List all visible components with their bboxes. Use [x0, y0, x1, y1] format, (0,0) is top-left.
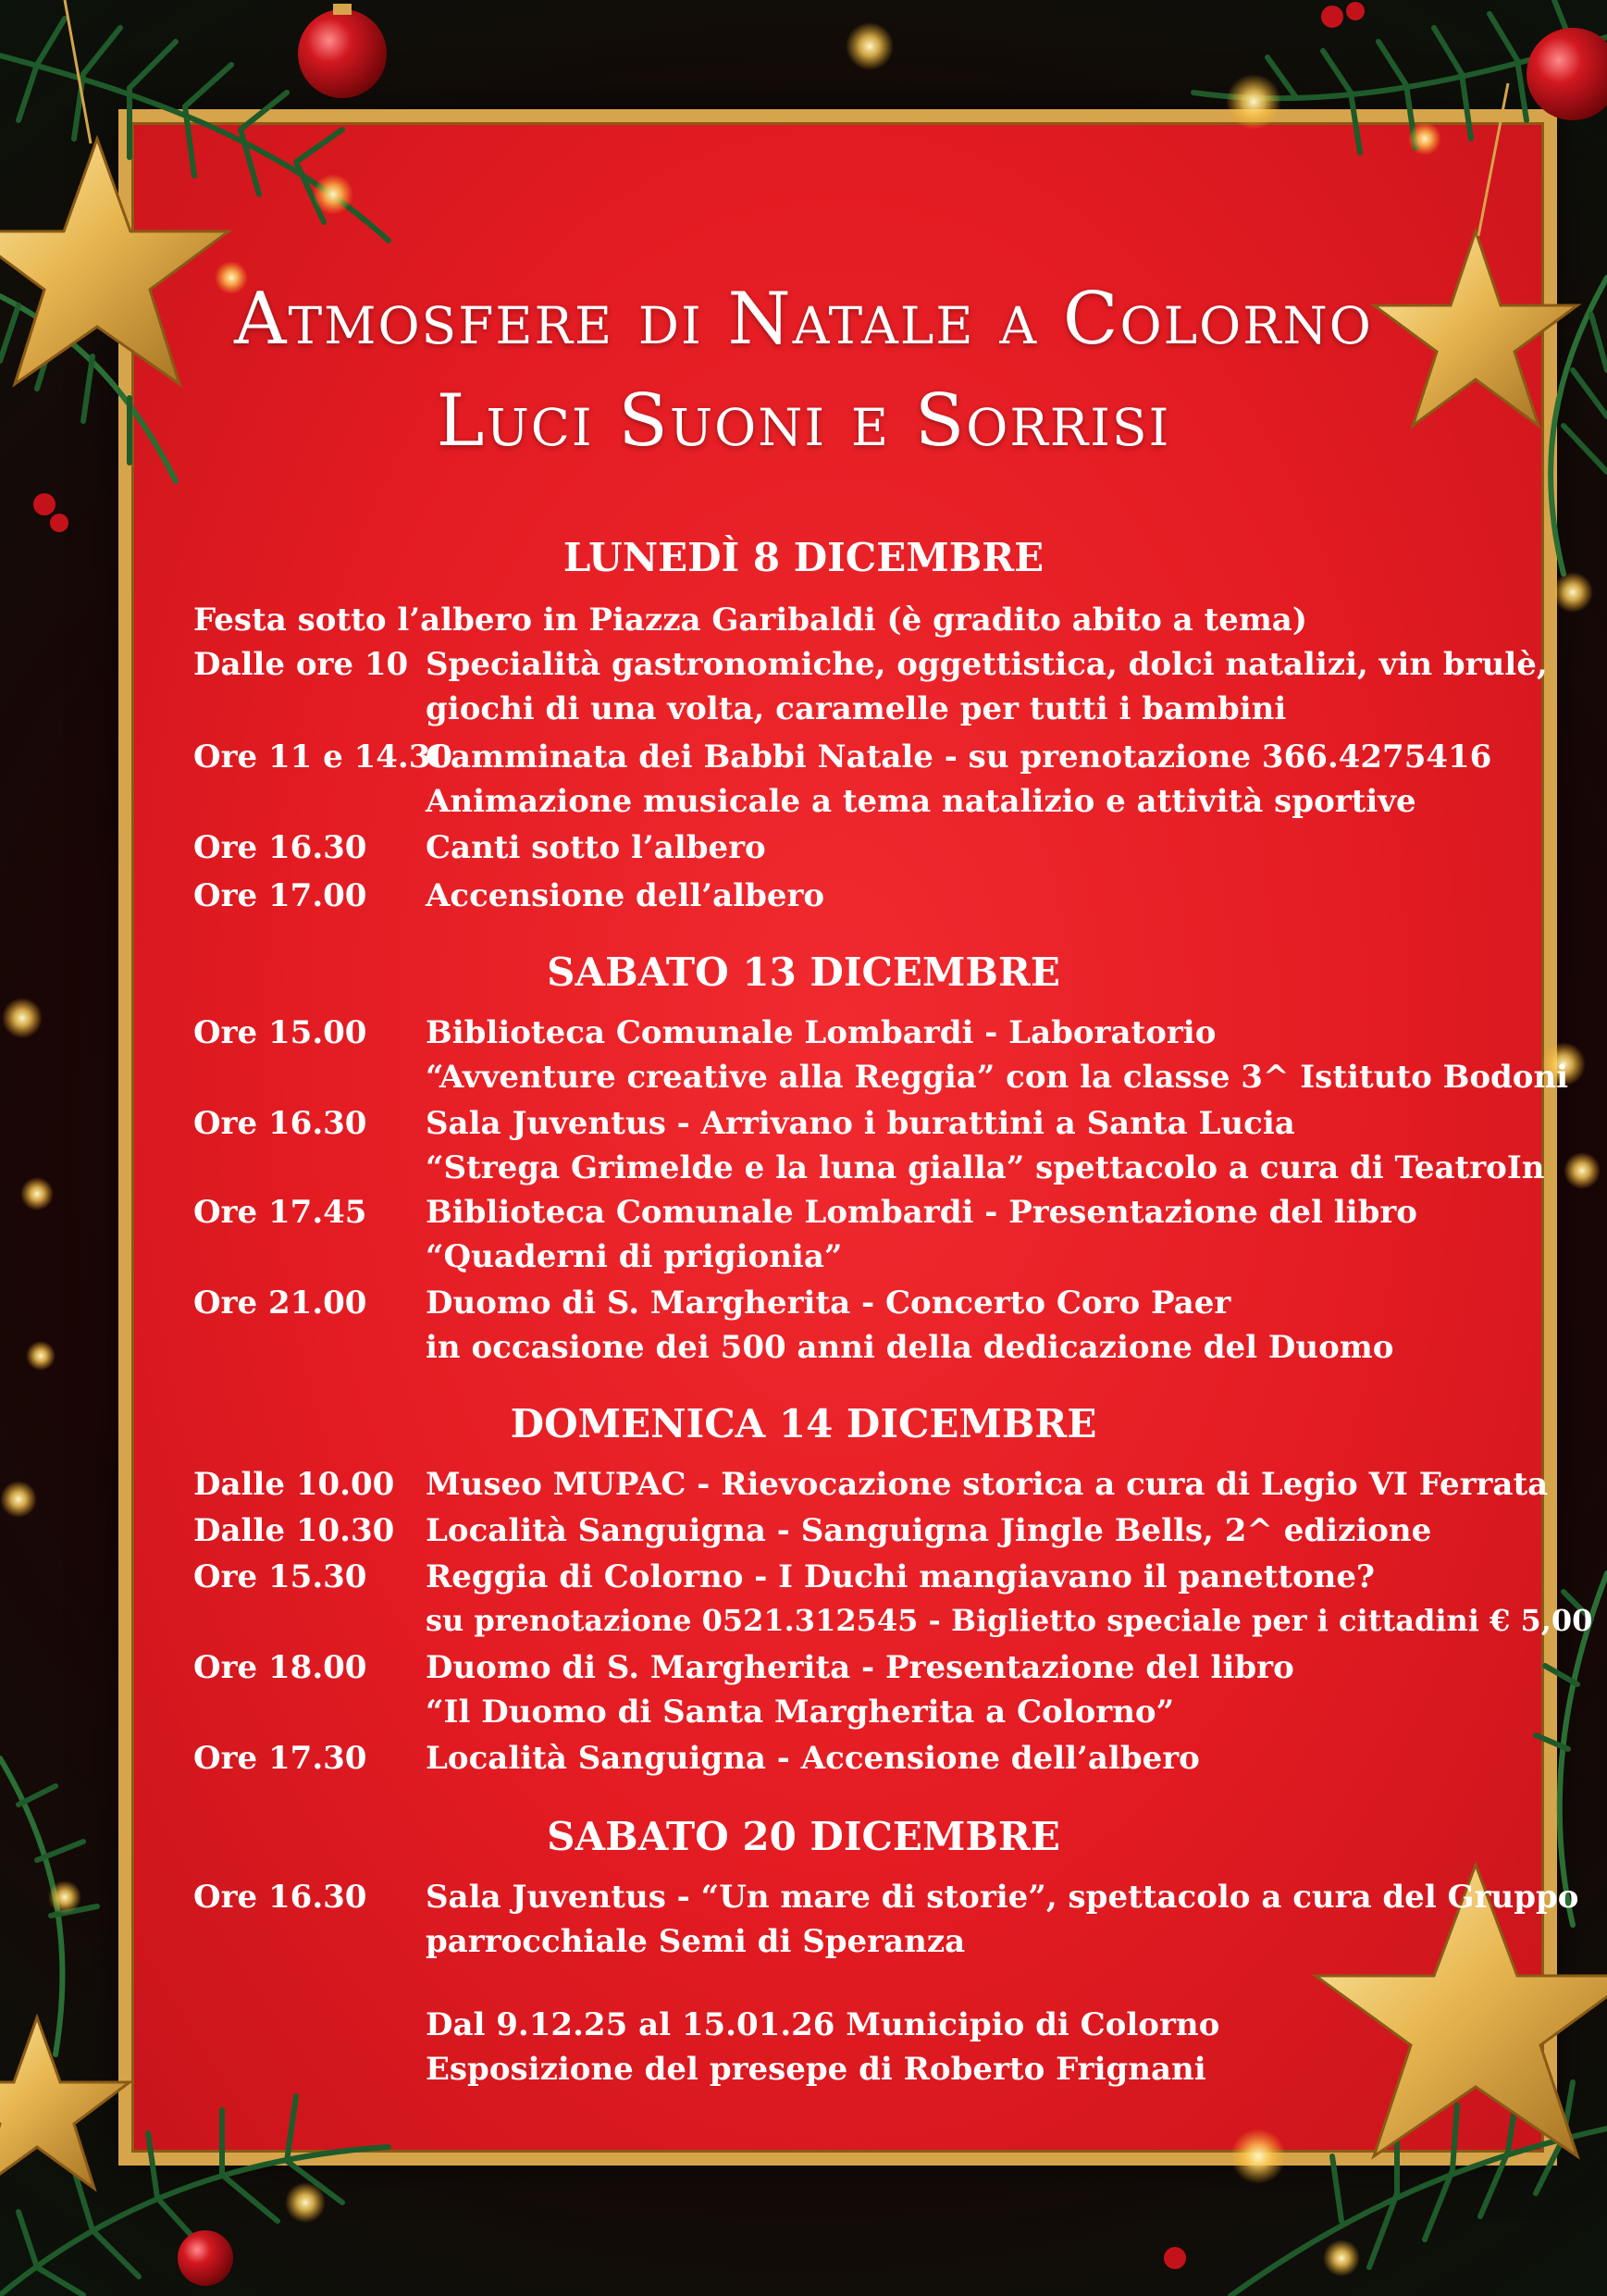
exhibition-dates: Dal 9.12.25 al 15.01.26 Municipio di Colorno — [426, 2006, 1220, 2043]
event-time: Ore 15.30 — [193, 1558, 367, 1595]
event-description: “Strega Grimelde e la luna gialla” spettacolo a cura di TeatroIn — [426, 1149, 1545, 1186]
event-time: Dalle 10.00 — [193, 1466, 395, 1503]
event-time: Ore 17.30 — [193, 1740, 367, 1777]
event-subtitle: Luci Suoni e Sorrisi — [436, 379, 1171, 463]
event-description: Sala Juventus - Arrivano i burattini a Santa Lucia — [426, 1105, 1295, 1142]
event-description: Località Sanguigna - Accensione dell’albero — [426, 1740, 1200, 1777]
day-heading: LUNEDÌ 8 DICEMBRE — [562, 535, 1045, 580]
event-description: giochi di una volta, caramelle per tutti i bambini — [426, 690, 1287, 727]
event-description: Accensione dell’albero — [426, 877, 825, 914]
event-description: Camminata dei Babbi Natale - su prenotazione 366.4275416 — [426, 738, 1492, 776]
event-description: Canti sotto l’albero — [426, 829, 766, 866]
event-description: “Quaderni di prigionia” — [426, 1238, 843, 1275]
event-description: Sala Juventus - “Un mare di storie”, spettacolo a cura del Gruppo — [426, 1879, 1579, 1916]
event-description: Biblioteca Comunale Lombardi - Laboratorio — [426, 1014, 1217, 1051]
red-bauble-bottom-left — [178, 2230, 233, 2286]
event-time: Ore 15.00 — [193, 1014, 367, 1051]
event-time: Ore 17.00 — [193, 877, 367, 914]
event-time: Ore 17.45 — [193, 1194, 367, 1231]
event-time: Ore 11 e 14.30 — [193, 738, 453, 776]
event-time: Ore 16.30 — [193, 1105, 367, 1142]
day-intro: Festa sotto l’albero in Piazza Garibaldi (è gradito abito a tema) — [193, 602, 1307, 639]
event-description: “Il Duomo di Santa Margherita a Colorno” — [426, 1694, 1175, 1731]
event-description: Reggia di Colorno - I Duchi mangiavano il panettone? — [426, 1558, 1375, 1595]
day-heading: DOMENICA 14 DICEMBRE — [510, 1401, 1097, 1446]
event-time: Ore 18.00 — [193, 1649, 367, 1686]
gold-star-bottom-left — [0, 2017, 130, 2189]
event-description: Località Sanguigna - Sanguigna Jingle Bells, 2^ edizione — [426, 1512, 1432, 1549]
event-description: su prenotazione 0521.312545 - Biglietto speciale per i cittadini € 5,00 — [426, 1603, 1593, 1638]
event-description: Specialità gastronomiche, oggettistica, dolci natalizi, vin brulè, — [426, 646, 1548, 683]
event-title: Atmosfere di Natale a Colorno — [234, 278, 1373, 361]
event-time: Ore 16.30 — [193, 829, 367, 866]
event-description: Museo MUPAC - Rievocazione storica a cura di Legio VI Ferrata — [426, 1466, 1549, 1503]
event-description: Duomo di S. Margherita - Concerto Coro Paer — [426, 1285, 1231, 1322]
event-description: Duomo di S. Margherita - Presentazione del libro — [426, 1649, 1294, 1686]
event-description: parrocchiale Semi di Speranza — [426, 1923, 966, 1960]
event-time: Ore 16.30 — [193, 1879, 367, 1916]
event-description: Biblioteca Comunale Lombardi - Presentazione del libro — [426, 1194, 1417, 1231]
red-bauble-top-right — [1527, 28, 1607, 120]
red-bauble-top-left — [298, 9, 387, 98]
day-heading: SABATO 13 DICEMBRE — [547, 949, 1060, 995]
event-time: Dalle ore 10 — [193, 646, 409, 683]
event-description: in occasione dei 500 anni della dedicazione del Duomo — [426, 1329, 1394, 1366]
day-heading: SABATO 20 DICEMBRE — [547, 1814, 1060, 1859]
exhibition-description: Esposizione del presepe di Roberto Frignani — [426, 2051, 1206, 2088]
event-time: Dalle 10.30 — [193, 1512, 395, 1549]
event-time: Ore 21.00 — [193, 1285, 367, 1322]
event-description: Animazione musicale a tema natalizio e attività sportive — [426, 783, 1416, 820]
event-description: “Avventure creative alla Reggia” con la classe 3^ Istituto Bodoni — [426, 1059, 1569, 1096]
